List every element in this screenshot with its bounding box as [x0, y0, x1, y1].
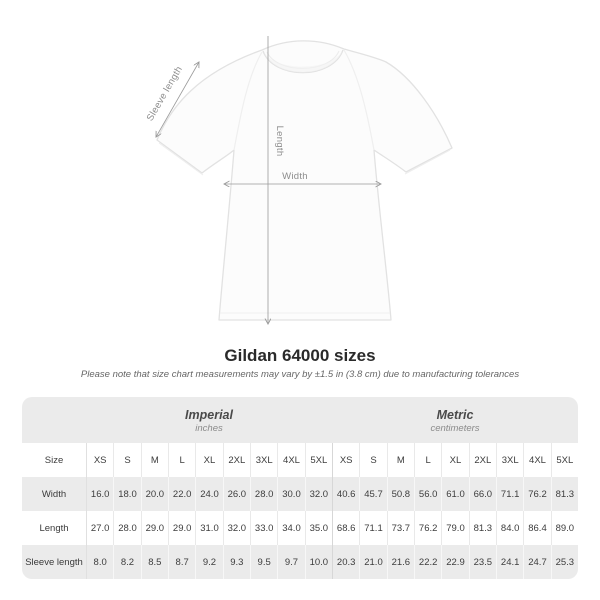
imperial-value-cell: 33.0	[250, 511, 277, 545]
metric-value-cell: 76.2	[414, 511, 441, 545]
metric-value-cell: 40.6	[332, 477, 359, 511]
size-header-metric: XS	[332, 443, 359, 477]
size-header-imperial: XS	[86, 443, 113, 477]
metric-value-cell: 21.0	[359, 545, 386, 579]
size-header-imperial: 5XL	[305, 443, 332, 477]
tolerance-note: Please note that size chart measurements may vary by ±1.5 in (3.8 cm) due to manufacturing tolerances	[80, 369, 520, 380]
table-row	[22, 477, 578, 511]
imperial-group-name: Imperial	[185, 408, 233, 422]
width-label: Width	[282, 171, 308, 182]
metric-value-cell: 24.1	[496, 545, 523, 579]
imperial-value-cell: 8.0	[86, 545, 113, 579]
imperial-value-cell: 22.0	[168, 477, 195, 511]
size-header-metric: L	[414, 443, 441, 477]
metric-value-cell: 68.6	[332, 511, 359, 545]
metric-value-cell: 79.0	[441, 511, 468, 545]
length-label: Length	[274, 125, 285, 157]
size-header-metric: 3XL	[496, 443, 523, 477]
metric-value-cell: 84.0	[496, 511, 523, 545]
imperial-value-cell: 28.0	[113, 511, 140, 545]
size-header-imperial: XL	[195, 443, 222, 477]
metric-group-name: Metric	[436, 408, 474, 422]
imperial-value-cell: 30.0	[277, 477, 304, 511]
metric-value-cell: 56.0	[414, 477, 441, 511]
metric-value-cell: 25.3	[551, 545, 578, 579]
size-header-metric: M	[387, 443, 414, 477]
metric-group-header	[332, 397, 578, 443]
metric-value-cell: 71.1	[496, 477, 523, 511]
imperial-value-cell: 29.0	[168, 511, 195, 545]
imperial-value-cell: 8.2	[113, 545, 140, 579]
size-header-metric: S	[359, 443, 386, 477]
metric-value-cell: 66.0	[469, 477, 496, 511]
size-header-row	[22, 443, 578, 477]
size-header-imperial: M	[141, 443, 168, 477]
imperial-value-cell: 28.0	[250, 477, 277, 511]
imperial-value-cell: 26.0	[223, 477, 250, 511]
page-title: Gildan 64000 sizes	[224, 346, 376, 365]
imperial-value-cell: 24.0	[195, 477, 222, 511]
imperial-value-cell: 18.0	[113, 477, 140, 511]
size-header-imperial: L	[168, 443, 195, 477]
imperial-value-cell: 8.5	[141, 545, 168, 579]
size-header-imperial: 3XL	[250, 443, 277, 477]
size-table	[22, 397, 578, 579]
size-header-metric: 4XL	[523, 443, 550, 477]
imperial-value-cell: 32.0	[223, 511, 250, 545]
size-header-imperial: 4XL	[277, 443, 304, 477]
size-header-metric: 2XL	[469, 443, 496, 477]
row-label: Width	[41, 488, 67, 500]
metric-group-unit: centimeters	[430, 423, 480, 434]
size-column-header: Size	[44, 454, 64, 466]
imperial-value-cell: 20.0	[141, 477, 168, 511]
unit-group-header-row	[22, 397, 578, 443]
imperial-value-cell: 29.0	[141, 511, 168, 545]
metric-value-cell: 24.7	[523, 545, 550, 579]
imperial-value-cell: 9.2	[195, 545, 222, 579]
metric-value-cell: 73.7	[387, 511, 414, 545]
imperial-value-cell: 9.5	[250, 545, 277, 579]
size-header-imperial: S	[113, 443, 140, 477]
imperial-value-cell: 34.0	[277, 511, 304, 545]
imperial-value-cell: 31.0	[195, 511, 222, 545]
imperial-value-cell: 9.3	[223, 545, 250, 579]
imperial-value-cell: 16.0	[86, 477, 113, 511]
metric-value-cell: 20.3	[332, 545, 359, 579]
metric-value-cell: 81.3	[469, 511, 496, 545]
metric-value-cell: 81.3	[551, 477, 578, 511]
size-header-imperial: 2XL	[223, 443, 250, 477]
metric-value-cell: 21.6	[387, 545, 414, 579]
band-spacer	[22, 397, 86, 443]
imperial-group-header	[86, 397, 332, 443]
metric-value-cell: 45.7	[359, 477, 386, 511]
row-label: Length	[39, 522, 69, 534]
metric-value-cell: 22.2	[414, 545, 441, 579]
metric-value-cell: 50.8	[387, 477, 414, 511]
metric-value-cell: 22.9	[441, 545, 468, 579]
metric-value-cell: 76.2	[523, 477, 550, 511]
imperial-group-unit: inches	[195, 423, 223, 434]
table-row	[22, 545, 578, 579]
imperial-value-cell: 35.0	[305, 511, 332, 545]
metric-value-cell: 86.4	[523, 511, 550, 545]
metric-value-cell: 89.0	[551, 511, 578, 545]
imperial-value-cell: 27.0	[86, 511, 113, 545]
metric-value-cell: 61.0	[441, 477, 468, 511]
imperial-value-cell: 32.0	[305, 477, 332, 511]
size-header-metric: 5XL	[551, 443, 578, 477]
table-row	[22, 511, 578, 545]
metric-value-cell: 71.1	[359, 511, 386, 545]
size-header-metric: XL	[441, 443, 468, 477]
sleeve-length-label: Sleeve length	[144, 64, 185, 124]
row-label: Sleeve length	[25, 556, 83, 568]
table-body	[22, 443, 578, 579]
imperial-value-cell: 10.0	[305, 545, 332, 579]
imperial-value-cell: 9.7	[277, 545, 304, 579]
metric-value-cell: 23.5	[469, 545, 496, 579]
imperial-value-cell: 8.7	[168, 545, 195, 579]
